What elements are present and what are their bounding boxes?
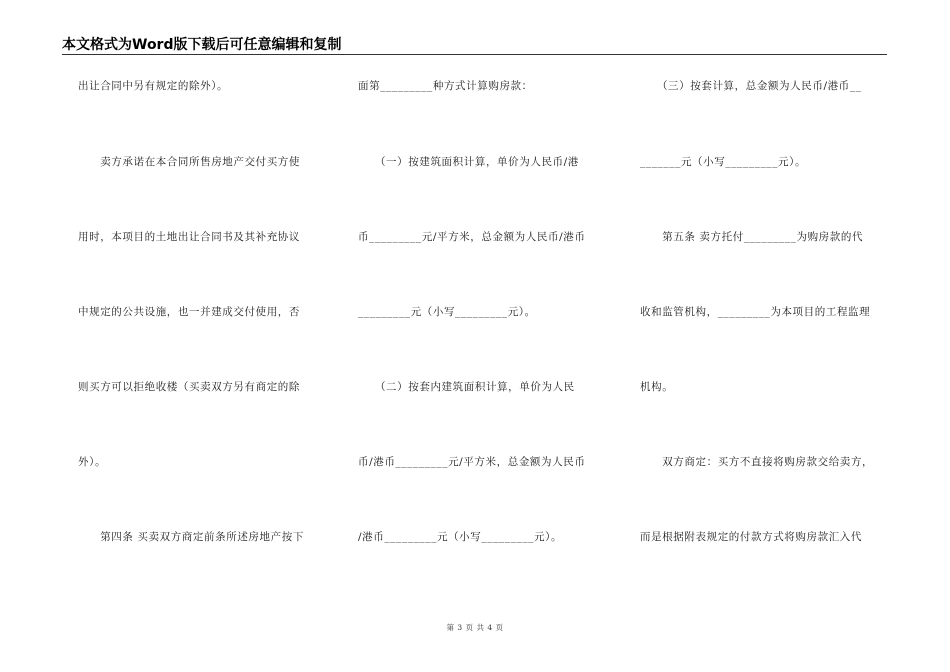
text-line: 则买方可以拒绝收楼（买卖双方另有商定的除 [78,381,300,393]
text-line: 收和监管机构，_________为本项目的工程监理 [640,306,871,318]
text-line: _________元（小写_________元）。 [358,306,536,318]
text-line: （三）按套计算，总金额为人民币/港币__ [640,80,862,92]
text-line: _______元（小写_________元）。 [640,156,807,168]
text-line: /港币_________元（小写_________元）。 [358,531,563,543]
text-line: 中规定的公共设施，也一并建成交付使用，否 [78,306,300,318]
text-line: （二）按套内建筑面积计算，单价为人民 [358,381,575,393]
page-number-footer: 第 3 页 共 4 页 [446,623,504,632]
text-line: 而是根据附表规定的付款方式将购房款汇入代 [640,531,862,543]
text-line: 第四条 买卖双方商定前条所述房地产按下 [78,531,304,543]
text-line: （一）按建筑面积计算，单价为人民币/港 [358,156,579,168]
text-line: 用时，本项目的土地出让合同书及其补充协议 [78,231,300,243]
text-column-2 [358,0,618,600]
text-line: 币/港币_________元/平方米，总金额为人民币 [358,456,586,468]
text-line: 卖方承诺在本合同所售房地产交付买方使 [78,156,300,168]
header-title: 本文格式为Word版下载后可任意编辑和复制 [62,37,342,53]
text-line: 面第_________种方式计算购房款： [358,80,533,92]
text-column-1 [78,0,328,600]
text-line: 币_________元/平方米，总金额为人民币/港币 [358,231,586,243]
text-line: 机构。 [640,381,674,393]
text-line: 外）。 [78,456,107,468]
text-line: 第五条 卖方托付_________为购房款的代 [640,231,864,243]
text-column-3 [640,0,890,600]
text-line: 双方商定：买方不直接将购房款交给卖方， [640,456,874,468]
text-line: 出让合同中另有规定的除外）。 [78,80,229,92]
